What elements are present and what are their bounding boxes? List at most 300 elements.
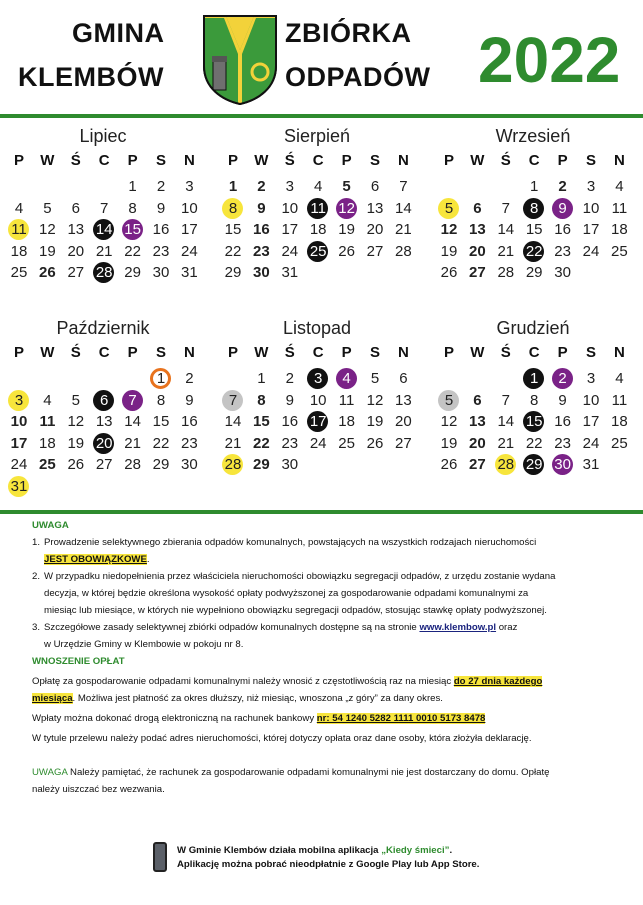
item3-line2: w Urzędzie Gminy w Klembowie w pokoju nr 8. xyxy=(44,639,244,650)
day-number: 11 xyxy=(338,391,355,409)
day-number: 5 xyxy=(370,370,380,387)
calendar-day xyxy=(304,219,332,241)
day-number: 8 xyxy=(228,199,238,217)
day-number: 11 xyxy=(310,199,326,217)
calendar-day xyxy=(147,241,175,263)
calendar-day xyxy=(605,198,633,220)
calendar-day xyxy=(333,411,361,433)
notice-section xyxy=(32,517,622,798)
day-number: 10 xyxy=(281,199,299,217)
calendar-day xyxy=(389,368,417,390)
weekday-header: S xyxy=(155,344,166,361)
item3-after: oraz xyxy=(498,622,518,633)
calendar-day xyxy=(520,368,548,390)
day-number: 27 xyxy=(366,242,384,260)
day-number: 26 xyxy=(338,242,355,260)
day-number: 18 xyxy=(611,413,628,430)
header-klembow: KLEMBÓW xyxy=(18,62,164,92)
calendar-day xyxy=(435,198,463,220)
website-link[interactable]: www.klembow.pl xyxy=(419,622,497,633)
day-number: 15 xyxy=(525,413,543,430)
day-number: 22 xyxy=(525,242,543,260)
day-number: 30 xyxy=(281,456,299,473)
calendar-day xyxy=(247,198,275,220)
pay1-highlight-b: miesiąca xyxy=(32,693,73,704)
calendar-day xyxy=(33,241,61,263)
day-number: 12 xyxy=(338,199,355,217)
weekday-header: W xyxy=(254,344,269,361)
day-number: 15 xyxy=(253,413,270,430)
day-number: 23 xyxy=(152,242,170,260)
uwaga2-line2: należy uiszczać bez wezwania. xyxy=(32,784,165,795)
day-number: 7 xyxy=(501,391,510,409)
day-number: 4 xyxy=(314,178,323,195)
day-number: 25 xyxy=(338,434,355,452)
day-number: 21 xyxy=(497,242,515,260)
calendar-day xyxy=(520,390,548,412)
day-number: 15 xyxy=(152,413,170,430)
day-number: 16 xyxy=(554,221,571,238)
calendar-day xyxy=(520,241,548,263)
month-title: Wrzesień xyxy=(495,126,571,146)
weekday-header: C xyxy=(312,344,324,361)
calendar-day xyxy=(62,198,90,220)
calendar-day xyxy=(247,390,275,412)
weekday-header: W xyxy=(40,344,55,361)
calendar-day xyxy=(5,411,33,433)
weekday-header: P xyxy=(227,344,238,361)
calendar-day xyxy=(119,241,147,263)
weekday-header: W xyxy=(254,152,269,169)
calendar-day xyxy=(175,454,203,476)
calendar-day xyxy=(304,411,332,433)
calendar-day xyxy=(119,219,147,241)
calendar-day xyxy=(549,411,577,433)
calendar-day xyxy=(147,262,175,284)
day-number: 11 xyxy=(611,391,628,409)
month-title: Październik xyxy=(56,318,150,338)
calendar-day xyxy=(5,219,33,241)
weekday-header: C xyxy=(98,152,110,169)
calendar-day xyxy=(276,262,304,284)
calendar-day xyxy=(492,411,520,433)
day-number: 7 xyxy=(399,178,408,195)
day-number: 27 xyxy=(395,434,412,452)
calendar-day xyxy=(219,411,247,433)
day-number: 27 xyxy=(469,264,486,281)
weekday-header: Ś xyxy=(284,152,295,169)
day-number: 26 xyxy=(440,456,458,473)
day-number: 22 xyxy=(124,242,141,260)
calendar-day xyxy=(333,368,361,390)
calendar-day xyxy=(247,368,275,390)
uwaga2-line1: Należy pamiętać, że rachunek za gospodarowanie odpadami komunalnymi nie jest dostarczany do domu. Opłatę xyxy=(70,767,550,778)
day-number: 8 xyxy=(128,199,137,217)
day-number: 12 xyxy=(440,413,458,430)
header-gmina: GMINA xyxy=(72,18,165,48)
calendar-day xyxy=(147,198,175,220)
day-number: 2 xyxy=(558,178,567,195)
day-number: 31 xyxy=(281,264,299,281)
day-number: 31 xyxy=(181,264,198,281)
calendar-day xyxy=(276,368,304,390)
calendar-day xyxy=(219,433,247,455)
calendar-day xyxy=(520,219,548,241)
app-footer-text xyxy=(177,844,537,872)
calendar-day xyxy=(147,176,175,198)
day-number: 5 xyxy=(71,391,80,409)
calendar-day xyxy=(147,390,175,412)
calendar-day xyxy=(333,241,361,263)
calendar-day xyxy=(5,241,33,263)
calendar-day xyxy=(276,176,304,198)
calendar-day xyxy=(247,411,275,433)
day-number: 10 xyxy=(181,199,198,217)
day-number: 20 xyxy=(95,434,113,452)
calendar-day xyxy=(333,433,361,455)
calendar-day xyxy=(304,176,332,198)
calendar-day xyxy=(389,241,417,263)
day-number: 1 xyxy=(530,370,539,387)
payment-heading: WNOSZENIE OPŁAT xyxy=(32,656,125,667)
calendar-day xyxy=(276,411,304,433)
weekday-header: Ś xyxy=(500,344,511,361)
day-number: 6 xyxy=(399,370,408,387)
day-number: 20 xyxy=(395,413,412,430)
uwaga-heading: UWAGA xyxy=(32,520,69,531)
weekday-header: S xyxy=(369,152,380,169)
calendar-day xyxy=(90,433,118,455)
calendar-day xyxy=(90,241,118,263)
day-number: 9 xyxy=(185,391,194,409)
day-number: 27 xyxy=(67,264,85,281)
day-number: 1 xyxy=(530,178,539,195)
calendar-day xyxy=(5,390,33,412)
day-number: 18 xyxy=(39,434,56,452)
calendar-day xyxy=(549,241,577,263)
day-number: 16 xyxy=(253,221,270,238)
day-number: 7 xyxy=(501,199,510,217)
day-number: 14 xyxy=(124,413,141,430)
day-number: 25 xyxy=(611,242,628,260)
coat-of-arms-logo xyxy=(202,14,278,106)
calendar-day xyxy=(435,433,463,455)
day-number: 9 xyxy=(558,391,567,409)
weekday-header: P xyxy=(443,152,454,169)
day-number: 4 xyxy=(14,199,24,217)
calendar-day xyxy=(389,219,417,241)
calendar-day xyxy=(605,433,633,455)
calendar-day xyxy=(463,198,491,220)
calendar-day xyxy=(389,411,417,433)
weekday-header: S xyxy=(369,344,380,361)
weekday-header: S xyxy=(585,344,596,361)
uwaga-2-heading: UWAGA xyxy=(32,767,68,778)
day-number: 8 xyxy=(530,391,539,409)
weekday-header: N xyxy=(397,344,409,361)
calendar-day xyxy=(5,454,33,476)
pay2-text: Wpłaty można dokonać drogą elektroniczną na rachunek bankowy xyxy=(32,713,315,724)
day-number: 25 xyxy=(309,242,327,260)
calendar-day xyxy=(276,433,304,455)
pay1-after: . Możliwa jest płatność za okres dłuższy, niż miesiąc, wnoszona „z góry” za dany okres. xyxy=(72,693,443,704)
calendar-day xyxy=(304,390,332,412)
day-number: 7 xyxy=(100,199,109,217)
day-number: 16 xyxy=(281,413,299,430)
calendar-day xyxy=(175,411,203,433)
item3-text: Szczegółowe zasady selektywnej zbiórki odpadów komunalnych dostępne są na stronie xyxy=(44,622,417,633)
day-number: 5 xyxy=(342,178,351,195)
day-number: 3 xyxy=(314,370,323,387)
day-number: 17 xyxy=(281,221,299,238)
smartphone-icon xyxy=(153,842,167,872)
day-number: 6 xyxy=(473,199,482,217)
day-number: 8 xyxy=(257,391,266,409)
calendar-day xyxy=(147,433,175,455)
day-number: 1 xyxy=(257,370,266,387)
calendar-day xyxy=(577,433,605,455)
day-number: 24 xyxy=(582,242,600,260)
day-number: 14 xyxy=(224,413,242,430)
day-number: 29 xyxy=(253,456,270,473)
calendar-day xyxy=(304,241,332,263)
day-number: 3 xyxy=(14,391,24,409)
calendar-day xyxy=(247,219,275,241)
weekday-header: P xyxy=(443,344,454,361)
calendar-day xyxy=(219,454,247,476)
calendar-day xyxy=(549,262,577,284)
calendar-day xyxy=(361,368,389,390)
calendar-day xyxy=(276,219,304,241)
day-number: 25 xyxy=(611,434,628,452)
day-number: 3 xyxy=(586,178,596,195)
day-number: 20 xyxy=(67,242,85,260)
weekday-header: Ś xyxy=(70,344,81,361)
day-number: 20 xyxy=(469,434,486,452)
calendar-day xyxy=(577,219,605,241)
day-number: 23 xyxy=(281,434,299,452)
calendar-day xyxy=(520,411,548,433)
weekday-header: Ś xyxy=(70,152,81,169)
calendar-day xyxy=(219,241,247,263)
day-number: 28 xyxy=(224,456,242,473)
footer-line2: Aplikację można pobrać nieodpłatnie z Google Play lub App Store. xyxy=(177,859,480,870)
calendar-day xyxy=(492,198,520,220)
weekday-header: S xyxy=(155,152,166,169)
weekday-header: C xyxy=(528,344,540,361)
calendar-day xyxy=(492,454,520,476)
calendar-day xyxy=(247,176,275,198)
day-number: 29 xyxy=(525,456,543,473)
day-number: 30 xyxy=(181,456,198,473)
calendar-day xyxy=(361,241,389,263)
day-number: 21 xyxy=(395,221,412,238)
day-number: 18 xyxy=(338,413,355,430)
calendar-day xyxy=(549,219,577,241)
calendar-day xyxy=(5,262,33,284)
calendar-day xyxy=(304,433,332,455)
day-number: 23 xyxy=(253,242,270,260)
calendar-day xyxy=(361,433,389,455)
app-name: „Kiedy śmieci” xyxy=(381,845,450,856)
day-number: 23 xyxy=(554,434,571,452)
weekday-header: Ś xyxy=(500,152,511,169)
day-number: 6 xyxy=(370,178,380,195)
calendar-day xyxy=(219,198,247,220)
day-number: 26 xyxy=(67,456,85,473)
calendar-day xyxy=(605,390,633,412)
day-number: 18 xyxy=(611,221,628,238)
day-number: 25 xyxy=(39,456,56,473)
calendar-day xyxy=(276,454,304,476)
day-number: 1 xyxy=(128,178,137,195)
day-number: 2 xyxy=(185,370,194,387)
item2-line2: decyzja, w której będzie określona wysokość opłaty podwyższonej za gospodarowanie odpadami komunalnymi za xyxy=(44,588,529,599)
calendar-day xyxy=(333,176,361,198)
calendar-day xyxy=(247,433,275,455)
day-number: 14 xyxy=(497,413,515,430)
calendar-day xyxy=(62,241,90,263)
day-number: 22 xyxy=(253,434,270,452)
day-number: 6 xyxy=(71,199,80,217)
item-number: 1. xyxy=(32,537,41,548)
day-number: 4 xyxy=(615,178,624,195)
day-number: 22 xyxy=(224,242,242,260)
calendar-day xyxy=(62,219,90,241)
pay1-highlight-a: do 27 dnia każdego xyxy=(453,676,543,687)
day-number: 21 xyxy=(95,242,113,260)
footer-line1: W Gminie Klembów działa mobilna aplikacja xyxy=(177,845,382,856)
day-number: 28 xyxy=(395,242,412,260)
day-number: 19 xyxy=(440,434,458,452)
day-number: 29 xyxy=(525,264,543,281)
weekday-header: N xyxy=(397,152,409,169)
calendar-day xyxy=(62,454,90,476)
calendar-day xyxy=(33,262,61,284)
calendar-day xyxy=(577,241,605,263)
day-number: 2 xyxy=(558,370,567,387)
calendar-day xyxy=(463,241,491,263)
calendar-day xyxy=(175,368,203,390)
uwaga-2-paragraph xyxy=(32,764,622,798)
day-number: 20 xyxy=(366,221,384,238)
calendar-day xyxy=(549,176,577,198)
payment-paragraph-1 xyxy=(32,673,622,707)
day-number: 29 xyxy=(152,456,170,473)
calendar-day xyxy=(62,433,90,455)
day-number: 14 xyxy=(395,199,412,217)
item1-text: Prowadzenie selektywnego zbierania odpadów komunalnych, powstających na wszystkich rodzajach nieruchomości xyxy=(44,537,537,548)
calendar-day xyxy=(90,219,118,241)
calendar-day xyxy=(90,390,118,412)
pay1-text: Opłatę za gospodarowanie odpadami komunalnymi należy wnosić z częstotliwością raz na miesiąc xyxy=(32,676,452,687)
day-number: 13 xyxy=(469,221,486,238)
day-number: 17 xyxy=(10,434,28,452)
calendar-day xyxy=(463,454,491,476)
month-title: Grudzień xyxy=(496,318,570,338)
weekday-header: S xyxy=(585,152,596,169)
weekday-header: C xyxy=(528,152,540,169)
calendar-day xyxy=(605,241,633,263)
calendar-day xyxy=(389,176,417,198)
calendar-day xyxy=(175,198,203,220)
day-number: 5 xyxy=(43,199,52,217)
weekday-header: P xyxy=(557,344,568,361)
calendar-day xyxy=(361,176,389,198)
calendar-day xyxy=(577,454,605,476)
day-number: 24 xyxy=(181,242,198,260)
weekday-header: P xyxy=(227,152,238,169)
day-number: 19 xyxy=(67,434,85,452)
day-number: 21 xyxy=(224,434,242,452)
day-number: 10 xyxy=(10,413,28,430)
day-number: 23 xyxy=(181,434,198,452)
calendar-day xyxy=(175,219,203,241)
calendar-day xyxy=(219,219,247,241)
day-number: 13 xyxy=(395,391,412,409)
day-number: 31 xyxy=(582,456,600,473)
day-number: 2 xyxy=(257,178,266,195)
day-number: 20 xyxy=(469,242,486,260)
calendar-day xyxy=(62,262,90,284)
calendar-day xyxy=(520,198,548,220)
day-number: 16 xyxy=(554,413,571,430)
day-number: 4 xyxy=(615,370,624,387)
calendar-day xyxy=(90,411,118,433)
calendar-day xyxy=(90,198,118,220)
calendar-day xyxy=(5,198,33,220)
day-number: 28 xyxy=(124,456,141,473)
day-number: 5 xyxy=(444,199,454,217)
notice-item-3 xyxy=(32,619,622,653)
item-number: 3. xyxy=(32,622,41,633)
day-number: 30 xyxy=(253,264,270,281)
day-number: 4 xyxy=(43,391,52,409)
calendar-day xyxy=(577,176,605,198)
calendar-day xyxy=(62,390,90,412)
weekday-header: N xyxy=(613,344,625,361)
item-number: 2. xyxy=(32,571,41,582)
calendar-day xyxy=(119,262,147,284)
calendar-day xyxy=(520,454,548,476)
calendar-day xyxy=(520,433,548,455)
day-number: 25 xyxy=(10,264,28,281)
day-number: 17 xyxy=(309,413,327,430)
calendar-day xyxy=(520,262,548,284)
calendar-day xyxy=(276,390,304,412)
weekday-header: N xyxy=(613,152,625,169)
calendar-day xyxy=(463,219,491,241)
day-number: 28 xyxy=(497,264,515,281)
day-number: 10 xyxy=(582,391,600,409)
day-number: 13 xyxy=(366,199,384,217)
calendar-day xyxy=(577,368,605,390)
day-number: 16 xyxy=(152,221,170,238)
payment-paragraph-3: W tytule przelewu należy podać adres nieruchomości, której dotyczy opłata oraz dane osoby, która złożyła deklarację. xyxy=(32,733,532,744)
calendar-day xyxy=(90,262,118,284)
day-number: 29 xyxy=(124,264,141,281)
day-number: 16 xyxy=(181,413,198,430)
calendar-day xyxy=(276,198,304,220)
day-number: 12 xyxy=(67,413,85,430)
calendar-day xyxy=(361,390,389,412)
bank-account-number: nr: 54 1240 5282 1111 0010 5173 8478 xyxy=(316,713,486,724)
calendar-day xyxy=(90,454,118,476)
calendar-day xyxy=(520,176,548,198)
day-number: 4 xyxy=(342,370,351,387)
item1-highlight: JEST OBOWIĄZKOWE xyxy=(44,554,147,565)
month-title: Listopad xyxy=(282,318,352,338)
